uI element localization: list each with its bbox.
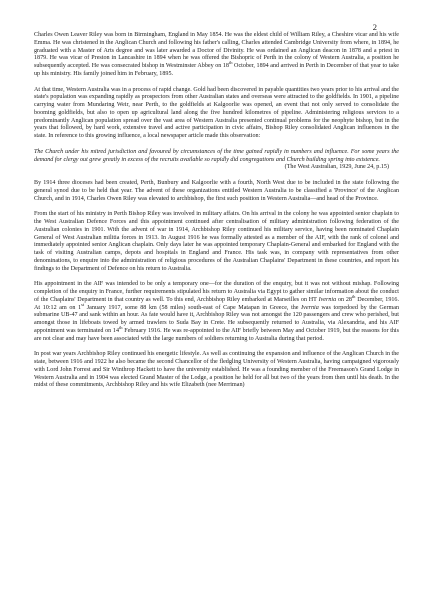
paragraph-post-war: In post war years Archbishop Riley continued his energetic lifestyle. As well as continuing the expansion and influence of the Anglican Church in the state, between 1916 and 1922 he also became the second Chancellor of the fledgling University of Western Australia, having campaigned vigorously with Lord John Forrest and Sir Winthrop Hackett to have the university established. He was a founding member of the Freemason's Grand Lodge in Western Australia and in 1904 was elected Grand Master of the Lodge, a position he held for all but two of the years from then until his death. In the midst of these commitments, Archbishop Riley and his wife Elizabeth (nee Merriman) [34, 351, 399, 389]
quote-citation: (The West Australian, 1929, June 24, p.15) [284, 164, 389, 171]
paragraph-military-affairs: From the start of his ministry in Perth Bishop Riley was involved in military affairs. On his arrival in the colony he was appointed senior chaplain to the West Australian Defence Forces and this appointment continued after centralisation of military administration following federation of the Australian colonies in 1901. With the advent of war in 1914, Archbishop Riley continued his military service, having been nominated Chaplain General of West Australian militia forces in 1913. In August 1916 he was formally attested as a member of the AIF, with the rank of colonel and immediately appointed senior Anglican chaplain. Only days later he was appointed temporary Chaplain-General and embarked for England with the task of visiting Australian camps, depots and hospitals in England and France. His task was, in company with representatives from other denominations, to enquire into the administration of religious procedures of the Australian Chaplains' Department in these countries, and report his findings to the Department of Defence on his return to Australia. [34, 211, 399, 272]
paragraph-early-life: Charles Owen Leaver Riley was born in Birmingham, England in May 1854. He was the eldest child of William Riley, a Cheshire vicar and his wife Emma. He was christened in the Anglican Church and following his father's calling, Charles attended Cambridge University from where, in 1894, he graduated with a Master of Arts degree and was later awarded a Doctor of Divinity. He was ordained an Anglican deacon in 1878 and a priest in 1879. He was vicar of Preston in Lancashire in 1894 when he was offered the Bishopric of Perth in the colony of Western Australia, a position he subsequently accepted. He was consecrated bishop in Westminster Abbey on 18th October, 1894 and arrived in Perth in December of that year to take up his ministry. His family joined him in February, 1895. [34, 32, 399, 77]
newspaper-quote [34, 149, 399, 172]
page-number: 2 [372, 22, 377, 32]
quote-text: The Church under his mitred jurisdiction and favoured by circumstances of the time gained rapidly in numbers and influence. For some years the demand for clergy out grew greatly in excess of the recruits available so rapidly did congregations and Church building spring into existence. [34, 148, 399, 163]
paragraph-aif-appointment: His appointment in the AIF was intended to be only a temporary one—for the duration of the enquiry, but it was not without mishap. Following completion of the enquiry in France, further requirements stipulated his return to Australia via Egypt to gather similar information about the conduct of the Chaplains' Department in that country as well. To this end, Archbishop Riley embarked at Marseilles on HT Ivernia on 28th December, 1916. At 10:12 am on 1st January 1917, some 88 km (58 miles) south-east of Cape Matapan in Greece, the Ivernia was torpedoed by the German submarine UB-47 and sank within an hour. As fate would have it, Archbishop Riley was not amongst the 120 passengers and crew who perished, but amongst those in lifeboats towed by armed trawlers to Suda Bay in Crete. He subsequently returned to Australia, via Alexandria, and his AIF appointment was terminated on 14th February 1916. He was re-appointed to the AIF briefly between May and October 1919, but the reasons for this are not clear and may have been associated with the large numbers of soldiers returning to Australia during that period. [34, 281, 400, 342]
paragraph-dioceses: By 1914 three dioceses had been created, Perth, Bunbury and Kalgoorlie with a fourth, North West due to be included in the state following the general synod due to be held that year. The advent of these organizations entitled Western Australia to be classified a 'Province' of the Anglican Church, and in 1914, Charles Owen Riley was elevated to archbishop, the first such position in Western Australia—and head of the Province. [34, 180, 399, 202]
paragraph-western-australia: At that time, Western Australia was in a process of rapid change. Gold had been discovered in payable quantities two years prior to his arrival and the state's population was expanding rapidly as prospectors from other Australian states and overseas were attracted to the goldfields. In 1901, a pipeline carrying water from Mundaring Weir, near Perth, to the goldfields at Kalgoorlie was opened, an event that not only served to consolidate the booming goldfields, but also to open up agricultural land along the five hundred kilometres of pipeline. Administering religious services to a predominantly Anglican population spread over the vast area of Western Australia presented continual problems for the neophyte bishop, but in the years that followed, by hard work, extensive travel and active participation in civic affairs, Bishop Riley consolidated Anglican influences in the state. In reference to this growing influence, a local newspaper article made this observation: [34, 86, 399, 140]
